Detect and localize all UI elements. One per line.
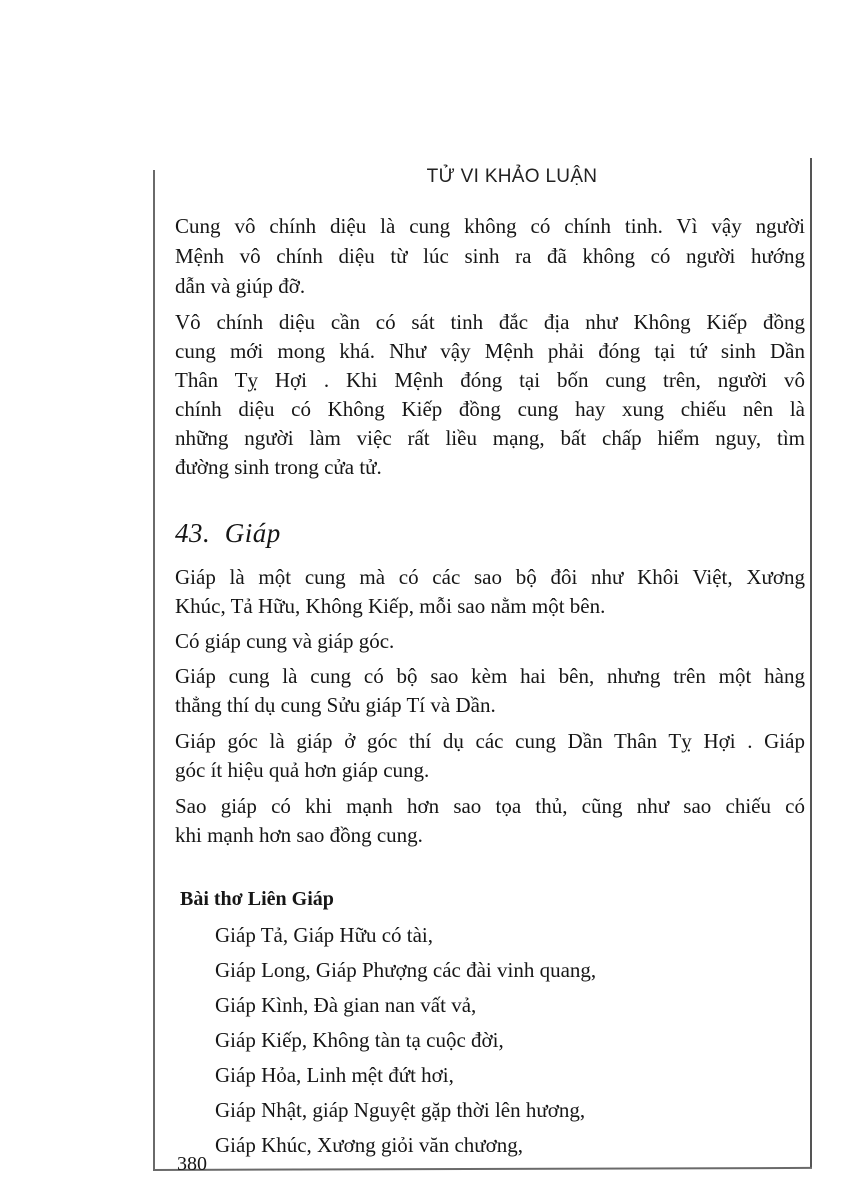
paragraph-line: Vô chính diệu cần có sát tinh đắc địa như Không Kiếp đồng [175,310,805,334]
paragraph-line: chính diệu có Không Kiếp đồng cung hay xung chiếu nên là [175,397,805,421]
paragraph-line: góc ít hiệu quả hơn giáp cung. [175,758,430,782]
section-title: Giáp [224,518,281,548]
paragraph-line: Sao giáp có khi mạnh hơn sao tọa thủ, cũng như sao chiếu có [175,794,805,818]
paragraph-line: những người làm việc rất liều mạng, bất chấp hiểm nguy, tìm [175,426,805,450]
running-head: TỬ VI KHẢO LUẬN [426,166,598,187]
section-heading [175,518,281,549]
paragraph-line: Khúc, Tả Hữu, Không Kiếp, mỗi sao nằm một bên. [175,594,606,618]
poem-line: Giáp Khúc, Xương giỏi văn chương, [215,1133,524,1157]
paragraph-line: Giáp cung là cung có bộ sao kèm hai bên, nhưng trên một hàng [175,664,805,688]
paragraph-line: đường sinh trong cửa tử. [175,455,382,479]
poem-line: Giáp Nhật, giáp Nguyệt gặp thời lên hương, [215,1098,586,1122]
poem-line: Giáp Kình, Đà gian nan vất vả, [215,993,477,1017]
page-number: 380 [177,1153,207,1175]
paragraph-line: Thân Tỵ Hợi . Khi Mệnh đóng tại bốn cung trên, người vô [175,368,805,392]
paragraph-line: khi mạnh hơn sao đồng cung. [175,823,423,847]
paragraph-line: Giáp là một cung mà có các sao bộ đôi như Khôi Việt, Xương [175,565,805,589]
paragraph-line: Mệnh vô chính diệu từ lúc sinh ra đã không có người hướng [175,244,805,268]
poem-title: Bài thơ Liên Giáp [180,888,334,910]
poem-line: Giáp Hỏa, Linh mệt đứt hơi, [215,1063,454,1087]
paragraph-line: cung mới mong khá. Như vậy Mệnh phải đóng tại tứ sinh Dần [175,339,805,363]
paragraph-line: Giáp góc là giáp ở góc thí dụ các cung Dần Thân Tỵ Hợi . Giáp [175,729,805,753]
poem-line: Giáp Kiếp, Không tàn tạ cuộc đời, [215,1028,504,1052]
page-border-bottom [153,1167,812,1171]
page-border-right [810,158,812,1168]
paragraph-line: dẫn và giúp đỡ. [175,274,306,298]
section-number: 43. [175,518,211,548]
paragraph-line: thẳng thí dụ cung Sửu giáp Tí và Dần. [175,693,496,717]
paragraph-line: Cung vô chính diệu là cung không có chính tinh. Vì vậy người [175,214,805,238]
page-border-left [153,170,155,1171]
paragraph-line: Có giáp cung và giáp góc. [175,629,395,653]
poem-line: Giáp Tả, Giáp Hữu có tài, [215,923,434,947]
poem-line: Giáp Long, Giáp Phượng các đài vinh quang, [215,958,597,982]
